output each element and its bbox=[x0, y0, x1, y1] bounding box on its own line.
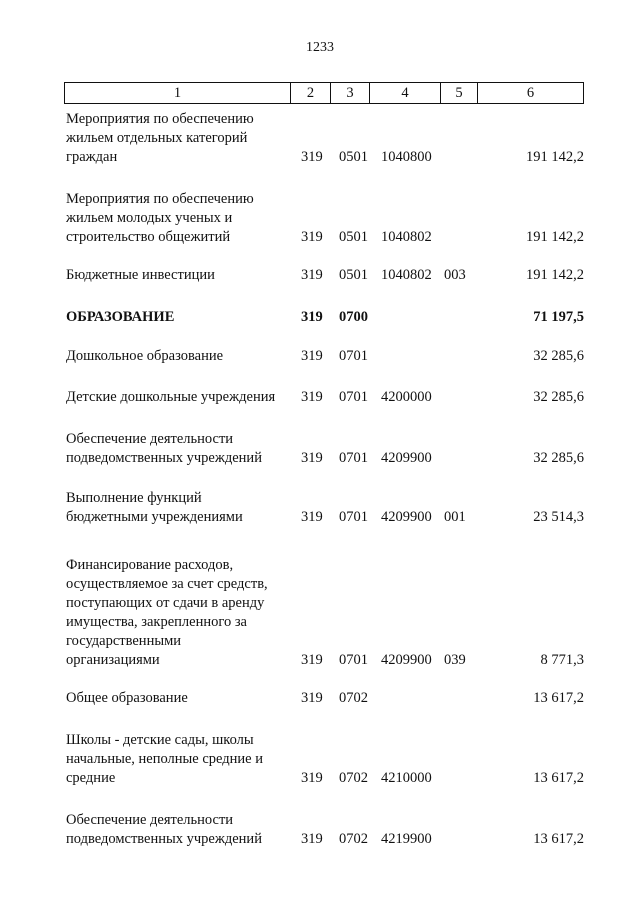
header-col-3: 3 bbox=[331, 83, 370, 103]
row-col-4: 4209900 bbox=[381, 509, 432, 525]
row-col-6: 23 514,3 bbox=[533, 509, 584, 525]
header-col-5: 5 bbox=[441, 83, 478, 103]
header-col-1: 1 bbox=[65, 83, 291, 103]
row-col-6: 13 617,2 bbox=[533, 831, 584, 847]
row-description: Дошкольное образование bbox=[66, 348, 224, 364]
row-col-3: 0700 bbox=[339, 309, 368, 325]
row-col-5: 001 bbox=[444, 509, 466, 525]
row-col-4: 4210000 bbox=[381, 770, 432, 786]
row-col-2: 319 bbox=[301, 309, 323, 325]
row-col-2: 319 bbox=[301, 770, 323, 786]
row-col-6: 191 142,2 bbox=[526, 149, 584, 165]
row-col-3: 0701 bbox=[339, 348, 368, 364]
row-col-4: 1040800 bbox=[381, 149, 432, 165]
row-col-3: 0701 bbox=[339, 652, 368, 668]
row-col-2: 319 bbox=[301, 509, 323, 525]
row-col-6: 71 197,5 bbox=[533, 309, 584, 325]
row-col-3: 0702 bbox=[339, 690, 368, 706]
row-description: Обеспечение деятельности подведомственных учреждений bbox=[66, 812, 262, 847]
row-col-5: 003 bbox=[444, 267, 466, 283]
row-description: Школы - детские сады, школы начальные, неполные средние и средние bbox=[66, 732, 263, 786]
row-col-4: 4200000 bbox=[381, 389, 432, 405]
row-col-3: 0702 bbox=[339, 831, 368, 847]
row-description: Детские дошкольные учреждения bbox=[66, 389, 276, 405]
row-col-4: 4209900 bbox=[381, 450, 432, 466]
row-description: Выполнение функций бюджетными учреждениями bbox=[66, 490, 243, 525]
row-col-6: 8 771,3 bbox=[540, 652, 584, 668]
row-col-3: 0501 bbox=[339, 149, 368, 165]
row-col-4: 4219900 bbox=[381, 831, 432, 847]
row-col-4: 4209900 bbox=[381, 652, 432, 668]
row-col-2: 319 bbox=[301, 267, 323, 283]
header-col-4: 4 bbox=[370, 83, 441, 103]
row-col-2: 319 bbox=[301, 348, 323, 364]
row-description: Мероприятия по обеспечению жильем молодых ученых и строительство общежитий bbox=[66, 191, 254, 245]
row-col-2: 319 bbox=[301, 229, 323, 245]
row-col-6: 32 285,6 bbox=[533, 450, 584, 466]
row-col-2: 319 bbox=[301, 652, 323, 668]
row-col-2: 319 bbox=[301, 690, 323, 706]
row-col-2: 319 bbox=[301, 389, 323, 405]
row-col-4: 1040802 bbox=[381, 229, 432, 245]
header-col-6: 6 bbox=[526, 85, 535, 101]
row-col-2: 319 bbox=[301, 450, 323, 466]
row-col-3: 0701 bbox=[339, 450, 368, 466]
row-col-3: 0701 bbox=[339, 509, 368, 525]
row-description: Бюджетные инвестиции bbox=[66, 267, 215, 283]
row-col-4: 1040802 bbox=[381, 267, 432, 283]
row-description: Обеспечение деятельности подведомственных учреждений bbox=[66, 431, 262, 466]
row-col-6: 13 617,2 bbox=[533, 770, 584, 786]
row-col-2: 319 bbox=[301, 149, 323, 165]
row-col-3: 0702 bbox=[339, 770, 368, 786]
row-col-2: 319 bbox=[301, 831, 323, 847]
row-description: Общее образование bbox=[66, 690, 188, 706]
page-number: 1233 bbox=[306, 40, 334, 55]
row-col-6: 32 285,6 bbox=[533, 389, 584, 405]
row-col-3: 0701 bbox=[339, 389, 368, 405]
row-col-6: 191 142,2 bbox=[526, 267, 584, 283]
row-col-3: 0501 bbox=[339, 267, 368, 283]
row-col-6: 32 285,6 bbox=[533, 348, 584, 364]
row-description: Мероприятия по обеспечению жильем отдельных категорий граждан bbox=[66, 111, 254, 165]
row-description: ОБРАЗОВАНИЕ bbox=[66, 309, 175, 325]
table-header bbox=[64, 82, 584, 104]
row-col-5: 039 bbox=[444, 652, 466, 668]
row-description: Финансирование расходов, осуществляемое за счет средств, поступающих от сдачи в аренду имущества, закрепленного за государственными организациями bbox=[66, 557, 268, 668]
row-col-6: 191 142,2 bbox=[526, 229, 584, 245]
row-col-3: 0501 bbox=[339, 229, 368, 245]
row-col-6: 13 617,2 bbox=[533, 690, 584, 706]
header-col-2: 2 bbox=[291, 83, 331, 103]
